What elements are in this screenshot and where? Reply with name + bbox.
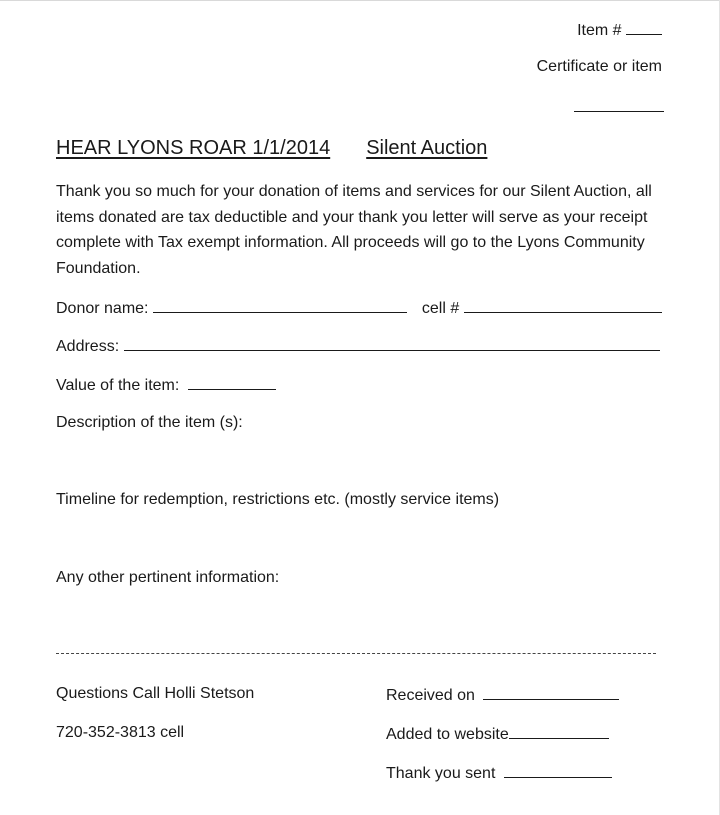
- other-info-label: Any other pertinent information:: [56, 569, 280, 586]
- address-label: Address:: [56, 338, 120, 355]
- certificate-blank-row: [574, 96, 664, 118]
- added-to-website-row: [386, 723, 609, 745]
- address-blank[interactable]: [124, 335, 660, 351]
- contact-phone: 720-352-3813 cell: [56, 724, 185, 741]
- certificate-label: Certificate or item: [536, 58, 662, 75]
- questions-contact: Questions Call Holli Stetson: [56, 685, 255, 702]
- received-on-row: [386, 684, 619, 706]
- event-title: HEAR LYONS ROAR 1/1/2014: [56, 137, 331, 159]
- item-number-row: [577, 19, 662, 41]
- thank-you-sent-row: [386, 762, 612, 784]
- cell-label: cell #: [421, 300, 460, 317]
- page-title: [56, 136, 487, 160]
- intro-paragraph: Thank you so much for your donation of items and services for our Silent Auction, all items donated are tax deductible and your thank you letter will serve as your receipt complete with Tax exempt information. All proceeds will go to the Lyons Community Foundation.: [56, 183, 652, 277]
- thank-you-sent-label: Thank you sent: [386, 765, 496, 782]
- item-number-label: Item #: [577, 22, 622, 39]
- received-on-label: Received on: [386, 687, 475, 704]
- donor-name-row: [56, 297, 662, 319]
- certificate-blank[interactable]: [574, 96, 664, 112]
- cell-blank[interactable]: [464, 297, 662, 313]
- added-to-website-blank[interactable]: [509, 723, 609, 739]
- auction-title: Silent Auction: [366, 137, 488, 159]
- donor-name-blank[interactable]: [153, 297, 407, 313]
- thank-you-sent-blank[interactable]: [504, 762, 612, 778]
- received-on-blank[interactable]: [483, 684, 619, 700]
- description-label: Description of the item (s):: [56, 414, 243, 431]
- donor-name-label: Donor name:: [56, 300, 149, 317]
- value-label: Value of the item:: [56, 377, 180, 394]
- address-row: [56, 335, 660, 357]
- page-top-border: [0, 0, 720, 1]
- item-number-blank[interactable]: [626, 19, 662, 35]
- added-to-website-label: Added to website: [386, 726, 509, 743]
- dashed-separator: [56, 653, 656, 654]
- value-row: [56, 374, 276, 396]
- value-blank[interactable]: [188, 374, 276, 390]
- timeline-label: Timeline for redemption, restrictions etc. (mostly service items): [56, 491, 500, 508]
